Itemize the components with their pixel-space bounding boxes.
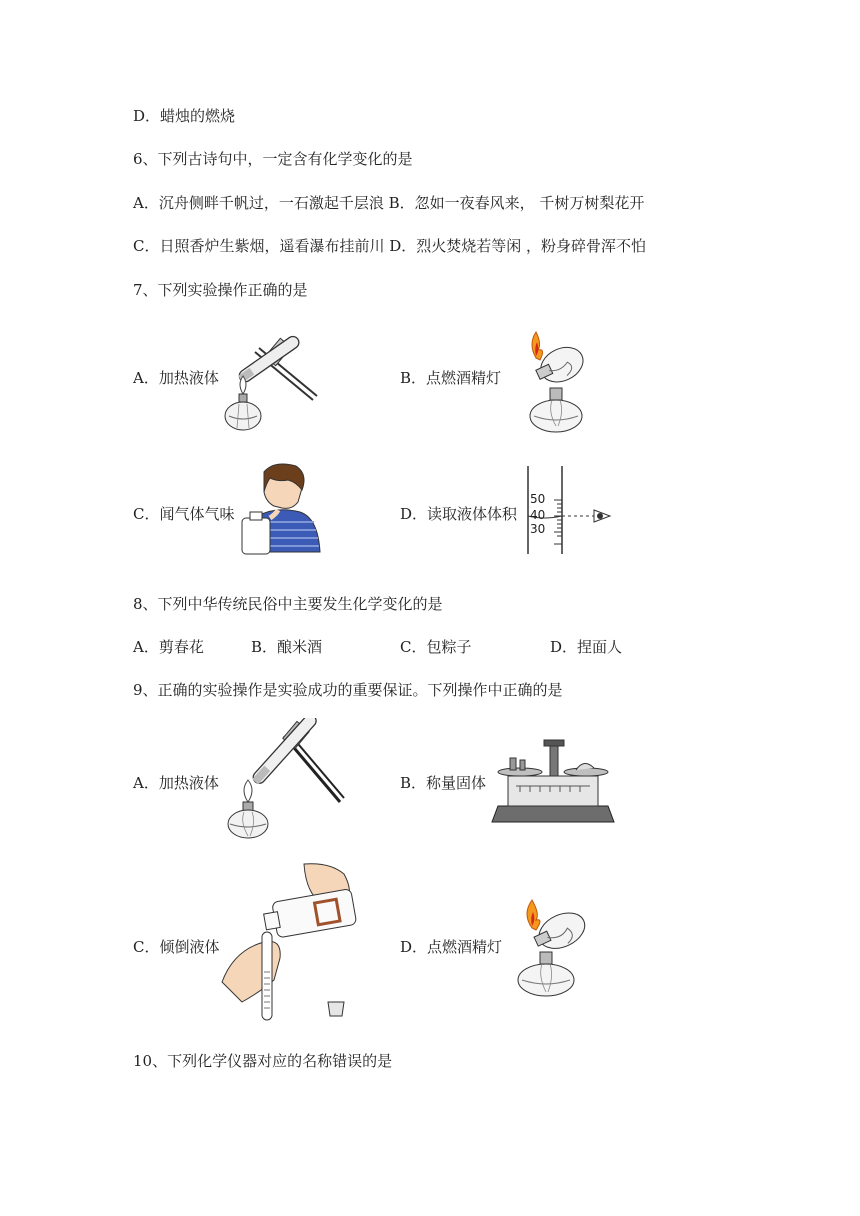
q9d-lighting-alcohol-lamp-figure [506, 898, 600, 1000]
q8-stem: 8、下列中华传统民俗中主要发生化学变化的是 [133, 595, 443, 613]
q7-stem: 7、下列实验操作正确的是 [133, 281, 308, 299]
q7-option-d: D．读取液体体积 [400, 505, 518, 523]
q6-stem: 6、下列古诗句中，一定含有化学变化的是 [133, 150, 413, 168]
q9a-heating-test-tube-figure [222, 718, 346, 842]
q10-stem: 10、下列化学仪器对应的名称错误的是 [133, 1052, 393, 1070]
q9c-pouring-liquid-figure [220, 862, 360, 1026]
q7a-heating-test-tube-figure [215, 332, 325, 436]
q8-option-b: B．酿米酒 [251, 638, 323, 656]
q6-options-row1: A．沉舟侧畔千帆过，一石激起千层浪 B．忽如一夜春风来， 千树万树梨花开 [133, 194, 645, 212]
scale-label-30: 30 [530, 522, 546, 536]
q7-option-b: B．点燃酒精灯 [400, 369, 502, 387]
q9-option-b: B．称量固体 [400, 774, 487, 792]
q9-option-d: D．点燃酒精灯 [400, 938, 503, 956]
q8-option-d: D．捏面人 [550, 638, 623, 656]
q7c-smelling-gas-figure [240, 462, 322, 556]
q7b-lighting-alcohol-lamp-figure [520, 330, 592, 436]
q9-option-a: A．加热液体 [133, 774, 219, 792]
q9b-balance-weighing-figure [490, 738, 616, 824]
q5-option-d: D．蜡烛的燃烧 [133, 107, 236, 125]
q7-option-c: C．闻气体气味 [133, 505, 235, 523]
q9-stem: 9、正确的实验操作是实验成功的重要保证。下列操作中正确的是 [133, 681, 563, 699]
scale-label-40: 40 [530, 508, 546, 522]
q9-option-c: C．倾倒液体 [133, 938, 220, 956]
scale-label-50: 50 [530, 492, 546, 506]
q8-option-c: C．包粽子 [400, 638, 472, 656]
q8-option-a: A．剪春花 [133, 638, 204, 656]
q7-option-a: A．加热液体 [133, 369, 219, 387]
q6-options-row2: C．日照香炉生紫烟，遥看瀑布挂前川 D．烈火焚烧若等闲 ，粉身碎骨浑不怕 [133, 237, 647, 255]
q7d-reading-cylinder-figure [524, 464, 616, 556]
